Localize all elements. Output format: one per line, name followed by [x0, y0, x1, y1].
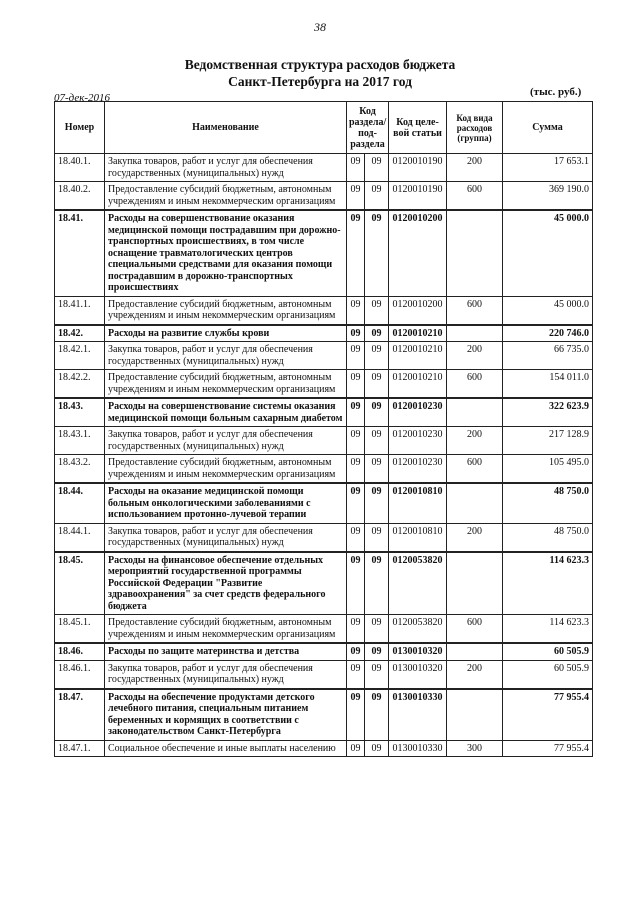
header-number: Номер — [55, 102, 105, 154]
row-name: Закупка товаров, работ и услуг для обеспечения государственных (муниципальных) нужд — [105, 154, 347, 182]
row-subsection-code: 09 — [365, 342, 389, 370]
row-expense-kind: 600 — [447, 455, 503, 484]
row-expense-kind — [447, 689, 503, 741]
row-article-code: 0120010210 — [389, 325, 447, 342]
row-number: 18.43.2. — [55, 455, 105, 484]
row-subsection-code: 09 — [365, 154, 389, 182]
row-section-code: 09 — [347, 455, 365, 484]
budget-table — [54, 101, 593, 757]
row-expense-kind — [447, 325, 503, 342]
row-section-code: 09 — [347, 427, 365, 455]
row-sum: 217 128.9 — [503, 427, 593, 455]
row-number: 18.41.1. — [55, 296, 105, 325]
row-subsection-code: 09 — [365, 740, 389, 757]
row-subsection-code: 09 — [365, 182, 389, 211]
table-row — [55, 342, 593, 370]
row-section-code: 09 — [347, 523, 365, 552]
row-section-code: 09 — [347, 643, 365, 660]
document-date: 07-дек-2016 — [54, 92, 111, 104]
row-article-code: 0130010330 — [389, 740, 447, 757]
table-row — [55, 552, 593, 615]
row-sum: 154 011.0 — [503, 370, 593, 399]
row-expense-kind: 600 — [447, 182, 503, 211]
table-row — [55, 483, 593, 523]
row-article-code: 0120010190 — [389, 154, 447, 182]
row-sum: 220 746.0 — [503, 325, 593, 342]
page-number: 38 — [314, 20, 326, 34]
row-number: 18.43. — [55, 398, 105, 427]
row-subsection-code: 09 — [365, 615, 389, 644]
row-sum: 77 955.4 — [503, 689, 593, 741]
table-row — [55, 455, 593, 484]
row-subsection-code: 09 — [365, 398, 389, 427]
header-kind: Код вида расходов (группа) — [447, 102, 503, 154]
row-name: Расходы на финансовое обеспечение отдельных мероприятий государственной программы Российской Федерации "Развитие здравоохранения" за счет средств федерального бюджета — [105, 552, 347, 615]
row-expense-kind — [447, 552, 503, 615]
row-name: Расходы на совершенствование оказания медицинской помощи пострадавшим при дорожно-транспортных происшествиях, в том числе оснащение травматологических центров специальными средствами для оказания помощи пострадавшим в дорожно-транспортных происшествиях — [105, 210, 347, 296]
row-number: 18.44. — [55, 483, 105, 523]
row-section-code: 09 — [347, 660, 365, 689]
row-subsection-code: 09 — [365, 455, 389, 484]
row-name: Расходы на оказание медицинской помощи больным онкологическими заболеваниями с использованием протонно-лучевой терапии — [105, 483, 347, 523]
row-number: 18.40.2. — [55, 182, 105, 211]
table-row — [55, 740, 593, 757]
row-sum: 369 190.0 — [503, 182, 593, 211]
header-name: Наименование — [105, 102, 347, 154]
row-article-code: 0130010320 — [389, 643, 447, 660]
row-section-code: 09 — [347, 552, 365, 615]
row-sum: 322 623.9 — [503, 398, 593, 427]
row-subsection-code: 09 — [365, 427, 389, 455]
row-expense-kind: 600 — [447, 296, 503, 325]
title-line-1: Ведомственная структура расходов бюджета — [184, 57, 456, 72]
row-expense-kind — [447, 643, 503, 660]
row-name: Предоставление субсидий бюджетным, автономным учреждениям и иным некоммерческим организациям — [105, 296, 347, 325]
row-subsection-code: 09 — [365, 660, 389, 689]
row-name: Предоставление субсидий бюджетным, автономным учреждениям и иным некоммерческим организациям — [105, 182, 347, 211]
row-sum: 60 505.9 — [503, 643, 593, 660]
row-expense-kind: 200 — [447, 154, 503, 182]
row-number: 18.42.2. — [55, 370, 105, 399]
row-number: 18.41. — [55, 210, 105, 296]
row-subsection-code: 09 — [365, 210, 389, 296]
row-sum: 105 495.0 — [503, 455, 593, 484]
row-name: Закупка товаров, работ и услуг для обеспечения государственных (муниципальных) нужд — [105, 342, 347, 370]
table-row — [55, 325, 593, 342]
row-subsection-code: 09 — [365, 370, 389, 399]
row-name: Расходы на развитие службы крови — [105, 325, 347, 342]
row-expense-kind: 200 — [447, 660, 503, 689]
row-section-code: 09 — [347, 689, 365, 741]
row-subsection-code: 09 — [365, 552, 389, 615]
row-section-code: 09 — [347, 182, 365, 211]
row-subsection-code: 09 — [365, 296, 389, 325]
row-number: 18.45.1. — [55, 615, 105, 644]
row-article-code: 0130010320 — [389, 660, 447, 689]
row-number: 18.42.1. — [55, 342, 105, 370]
row-expense-kind — [447, 398, 503, 427]
table-row — [55, 182, 593, 211]
header-sum: Сумма — [503, 102, 593, 154]
row-article-code: 0120010210 — [389, 370, 447, 399]
header-article: Код целе-вой статьи — [389, 102, 447, 154]
row-article-code: 0120010230 — [389, 427, 447, 455]
row-section-code: 09 — [347, 740, 365, 757]
row-article-code: 0130010330 — [389, 689, 447, 741]
row-name: Закупка товаров, работ и услуг для обеспечения государственных (муниципальных) нужд — [105, 660, 347, 689]
row-sum: 45 000.0 — [503, 210, 593, 296]
row-sum: 66 735.0 — [503, 342, 593, 370]
row-expense-kind — [447, 483, 503, 523]
row-number: 18.47. — [55, 689, 105, 741]
row-name: Предоставление субсидий бюджетным, автономным учреждениям и иным некоммерческим организациям — [105, 615, 347, 644]
row-name: Социальное обеспечение и иные выплаты населению — [105, 740, 347, 757]
row-section-code: 09 — [347, 615, 365, 644]
table-row — [55, 660, 593, 689]
table-row — [55, 154, 593, 182]
row-section-code: 09 — [347, 154, 365, 182]
row-name: Предоставление субсидий бюджетным, автономным учреждениям и иным некоммерческим организациям — [105, 455, 347, 484]
row-section-code: 09 — [347, 210, 365, 296]
row-name: Расходы по защите материнства и детства — [105, 643, 347, 660]
title-line-2: Санкт-Петербурга на 2017 год — [228, 74, 412, 89]
document-title — [0, 56, 640, 90]
row-section-code: 09 — [347, 370, 365, 399]
row-article-code: 0120010810 — [389, 483, 447, 523]
row-article-code: 0120010200 — [389, 210, 447, 296]
row-article-code: 0120010230 — [389, 398, 447, 427]
row-sum: 17 653.1 — [503, 154, 593, 182]
row-article-code: 0120010810 — [389, 523, 447, 552]
row-article-code: 0120010190 — [389, 182, 447, 211]
row-expense-kind: 200 — [447, 427, 503, 455]
row-subsection-code: 09 — [365, 689, 389, 741]
table-row — [55, 370, 593, 399]
row-expense-kind: 300 — [447, 740, 503, 757]
row-article-code: 0120053820 — [389, 552, 447, 615]
row-article-code: 0120010210 — [389, 342, 447, 370]
row-sum: 48 750.0 — [503, 483, 593, 523]
table-row — [55, 615, 593, 644]
table-row — [55, 643, 593, 660]
row-sum: 114 623.3 — [503, 552, 593, 615]
row-expense-kind — [447, 210, 503, 296]
row-article-code: 0120010230 — [389, 455, 447, 484]
row-subsection-code: 09 — [365, 483, 389, 523]
row-section-code: 09 — [347, 325, 365, 342]
row-section-code: 09 — [347, 398, 365, 427]
row-number: 18.47.1. — [55, 740, 105, 757]
table-row — [55, 296, 593, 325]
row-expense-kind: 200 — [447, 342, 503, 370]
row-article-code: 0120010200 — [389, 296, 447, 325]
row-name: Предоставление субсидий бюджетным, автономным учреждениям и иным некоммерческим организациям — [105, 370, 347, 399]
row-number: 18.45. — [55, 552, 105, 615]
row-sum: 48 750.0 — [503, 523, 593, 552]
table-row — [55, 523, 593, 552]
row-expense-kind: 600 — [447, 615, 503, 644]
row-expense-kind: 600 — [447, 370, 503, 399]
row-article-code: 0120053820 — [389, 615, 447, 644]
row-name: Закупка товаров, работ и услуг для обеспечения государственных (муниципальных) нужд — [105, 523, 347, 552]
table-row — [55, 210, 593, 296]
header-section: Код раздела/ под-раздела — [347, 102, 389, 154]
row-expense-kind: 200 — [447, 523, 503, 552]
row-section-code: 09 — [347, 483, 365, 523]
table-row — [55, 398, 593, 427]
row-sum: 45 000.0 — [503, 296, 593, 325]
row-subsection-code: 09 — [365, 523, 389, 552]
row-number: 18.42. — [55, 325, 105, 342]
row-subsection-code: 09 — [365, 643, 389, 660]
row-section-code: 09 — [347, 296, 365, 325]
row-name: Расходы на обеспечение продуктами детского лечебного питания, специальным питанием беременных и кормящих в соответствии с законодательством Санкт-Петербурга — [105, 689, 347, 741]
units-label: (тыс. руб.) — [530, 86, 582, 98]
row-number: 18.46.1. — [55, 660, 105, 689]
row-sum: 77 955.4 — [503, 740, 593, 757]
row-section-code: 09 — [347, 342, 365, 370]
row-number: 18.43.1. — [55, 427, 105, 455]
row-number: 18.40.1. — [55, 154, 105, 182]
row-sum: 114 623.3 — [503, 615, 593, 644]
row-number: 18.44.1. — [55, 523, 105, 552]
row-name: Расходы на совершенствование системы оказания медицинской помощи больным сахарным диабетом — [105, 398, 347, 427]
row-sum: 60 505.9 — [503, 660, 593, 689]
table-row — [55, 427, 593, 455]
row-name: Закупка товаров, работ и услуг для обеспечения государственных (муниципальных) нужд — [105, 427, 347, 455]
row-subsection-code: 09 — [365, 325, 389, 342]
table-row — [55, 689, 593, 741]
row-number: 18.46. — [55, 643, 105, 660]
